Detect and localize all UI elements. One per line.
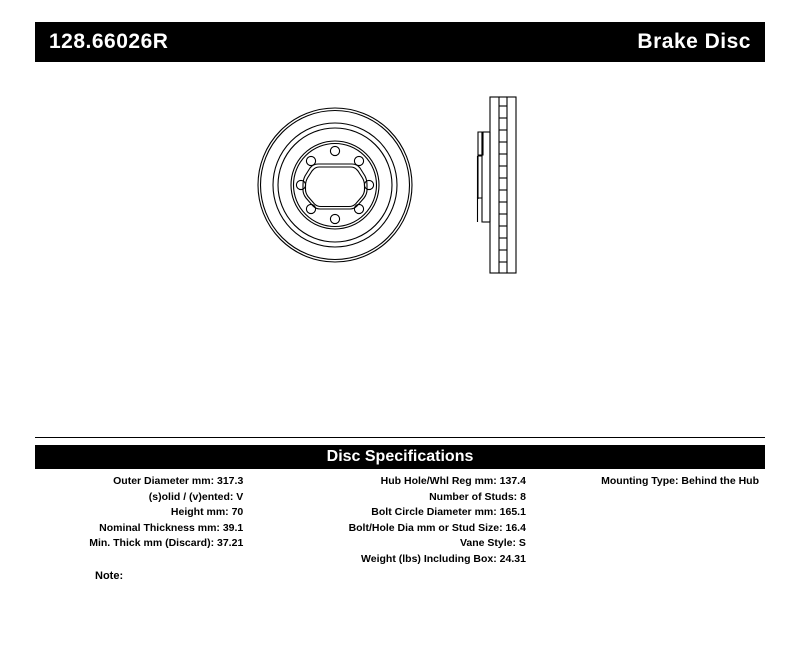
note-label: Note:: [95, 570, 124, 582]
spec-weight: Weight (lbs) Including Box: 24.31: [361, 552, 526, 565]
spec-bolt-circle-diameter: Bolt Circle Diameter mm: 165.1: [371, 506, 526, 518]
spec-outer-diameter: Outer Diameter mm: 317.3: [113, 475, 244, 487]
spec-columns: [35, 474, 765, 567]
part-number: 128.66026R: [49, 30, 169, 53]
rotor-section-view: [478, 97, 517, 273]
spec-column-right: [526, 474, 765, 490]
spec-solid-vented: (s)olid / (v)ented: V: [148, 490, 244, 503]
technical-drawing: [35, 72, 765, 412]
spec-bolt-hole-dia: Bolt/Hole Dia mm or Stud Size: 16.4: [348, 521, 526, 534]
spec-column-middle: [243, 474, 526, 567]
spec-column-left: [35, 474, 243, 552]
page-title: Brake Disc: [637, 30, 751, 53]
divider: [35, 437, 765, 438]
header-bar: [35, 22, 765, 62]
spec-section-title: Disc Specifications: [326, 448, 474, 465]
rotor-face-view: [258, 108, 412, 262]
spec-min-thickness: Min. Thick mm (Discard): 37.21: [89, 537, 244, 549]
note-row: [35, 570, 765, 582]
spec-vane-style: Vane Style: S: [459, 537, 526, 549]
spec-mounting-type: Mounting Type: Behind the Hub: [601, 475, 759, 487]
spec-nominal-thickness: Nominal Thickness mm: 39.1: [99, 521, 244, 534]
spec-title-bar: [35, 445, 765, 469]
spec-hub-hole: Hub Hole/Whl Reg mm: 137.4: [380, 475, 526, 487]
spec-height: Height mm: 70: [170, 506, 244, 518]
spec-number-of-studs: Number of Studs: 8: [429, 490, 526, 503]
